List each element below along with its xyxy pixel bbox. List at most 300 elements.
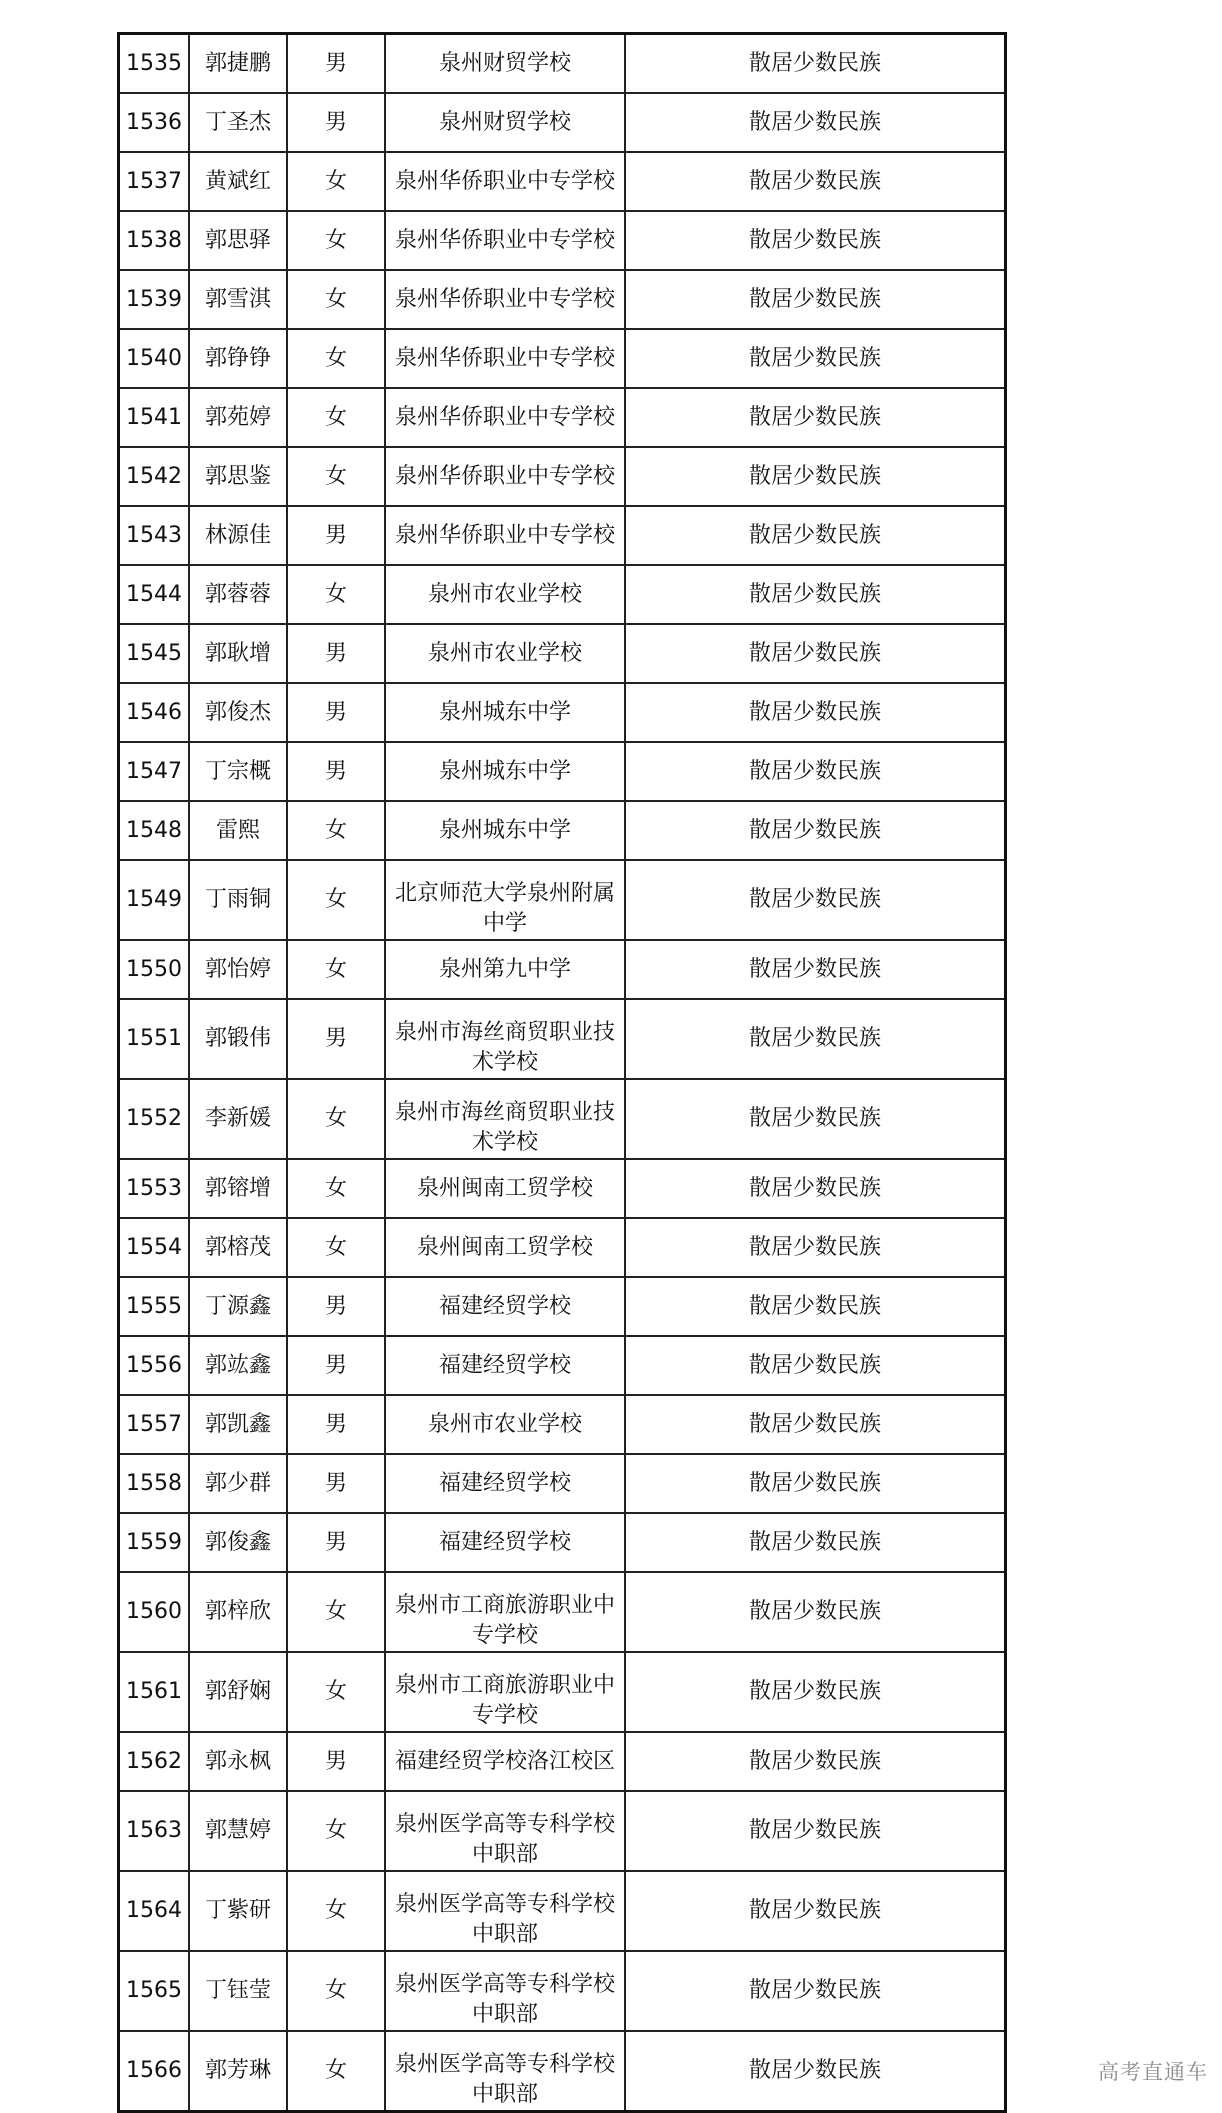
table-row [119, 1652, 1006, 1732]
cell-number [119, 1218, 190, 1277]
cell-name [189, 1218, 287, 1277]
cell-name-text: 林源佳 [204, 522, 271, 548]
cell-sex [287, 1218, 385, 1277]
cell-name [189, 940, 287, 999]
cell-school [385, 1079, 625, 1159]
cell-number [119, 1513, 190, 1572]
cell-number-text: 1537 [126, 168, 182, 194]
cell-sex-text: 女 [324, 227, 347, 253]
cell-name [189, 2031, 287, 2112]
cell-category [625, 152, 1006, 211]
cell-category [625, 1871, 1006, 1951]
cell-number [119, 565, 190, 624]
cell-sex-text: 女 [324, 1234, 347, 1260]
cell-number [119, 2031, 190, 2112]
table-row [119, 447, 1006, 506]
cell-school [385, 565, 625, 624]
cell-category [625, 999, 1006, 1079]
cell-name-text: 丁钰莹 [204, 1978, 271, 2003]
cell-school-text: 泉州第九中学 [438, 956, 571, 982]
cell-sex [287, 1277, 385, 1336]
cell-number-text: 1566 [126, 2058, 182, 2083]
cell-sex [287, 329, 385, 388]
table-row [119, 1079, 1006, 1159]
cell-number-text: 1546 [126, 699, 182, 725]
cell-name-text: 郭芳琳 [204, 2058, 271, 2083]
cell-sex [287, 565, 385, 624]
cell-sex-text: 女 [324, 286, 347, 312]
cell-sex [287, 860, 385, 940]
cell-sex-text: 女 [324, 887, 347, 912]
cell-number-text: 1562 [126, 1748, 182, 1774]
cell-school-text: 泉州市工商旅游职业中专学校 [394, 1673, 615, 1728]
cell-name-text: 黄斌红 [204, 168, 271, 194]
cell-school [385, 1395, 625, 1454]
cell-category [625, 860, 1006, 940]
cell-sex [287, 1079, 385, 1159]
cell-category-text: 散居少数民族 [748, 1234, 881, 1260]
cell-number-text: 1548 [126, 817, 182, 843]
cell-number [119, 1791, 190, 1871]
cell-school [385, 1159, 625, 1218]
cell-number-text: 1540 [126, 345, 182, 371]
cell-category-text: 散居少数民族 [748, 227, 881, 253]
cell-category [625, 1395, 1006, 1454]
table-row [119, 1395, 1006, 1454]
table-row [119, 329, 1006, 388]
cell-category-text: 散居少数民族 [748, 1352, 881, 1378]
cell-sex [287, 506, 385, 565]
cell-sex-text: 男 [324, 1748, 347, 1774]
cell-school-text: 福建经贸学校 [438, 1470, 571, 1496]
table-row [119, 1871, 1006, 1951]
cell-sex-text: 男 [324, 1411, 347, 1437]
table-row [119, 1513, 1006, 1572]
cell-name-text: 郭梓欣 [204, 1599, 271, 1624]
cell-number [119, 93, 190, 152]
cell-sex [287, 940, 385, 999]
cell-name-text: 郭镕增 [204, 1175, 271, 1201]
cell-school [385, 940, 625, 999]
cell-number [119, 801, 190, 860]
cell-name [189, 683, 287, 742]
cell-name-text: 丁紫研 [204, 1898, 271, 1923]
cell-school-text: 泉州华侨职业中专学校 [394, 286, 615, 312]
cell-number [119, 1732, 190, 1791]
cell-category-text: 散居少数民族 [748, 699, 881, 725]
cell-sex [287, 93, 385, 152]
cell-name-text: 郭舒娴 [204, 1679, 271, 1704]
cell-sex [287, 1454, 385, 1513]
cell-school-text: 泉州市海丝商贸职业技术学校 [394, 1100, 615, 1155]
cell-school [385, 1791, 625, 1871]
cell-number-text: 1564 [126, 1898, 182, 1923]
cell-sex-text: 女 [324, 1978, 347, 2003]
cell-name-text: 郭思鉴 [204, 463, 271, 489]
cell-sex [287, 270, 385, 329]
cell-category [625, 565, 1006, 624]
cell-sex [287, 2031, 385, 2112]
cell-name [189, 329, 287, 388]
cell-school [385, 1277, 625, 1336]
cell-school [385, 624, 625, 683]
cell-number [119, 152, 190, 211]
cell-school [385, 683, 625, 742]
cell-sex-text: 女 [324, 1679, 347, 1704]
cell-sex-text: 男 [324, 1352, 347, 1378]
table-row [119, 1791, 1006, 1871]
table-row [119, 801, 1006, 860]
cell-sex [287, 801, 385, 860]
cell-category [625, 1791, 1006, 1871]
cell-school-text: 泉州市农业学校 [427, 581, 582, 607]
cell-school [385, 506, 625, 565]
cell-number-text: 1542 [126, 463, 182, 489]
cell-category-text: 散居少数民族 [748, 1679, 881, 1704]
cell-category-text: 散居少数民族 [748, 286, 881, 312]
cell-category-text: 散居少数民族 [748, 345, 881, 371]
cell-sex-text: 女 [324, 817, 347, 843]
cell-school-text: 泉州市海丝商贸职业技术学校 [394, 1020, 615, 1075]
cell-name-text: 郭怡婷 [204, 956, 271, 982]
cell-number-text: 1553 [126, 1175, 182, 1201]
cell-category-text: 散居少数民族 [748, 1818, 881, 1843]
cell-category [625, 1336, 1006, 1395]
cell-sex [287, 1951, 385, 2031]
cell-school [385, 152, 625, 211]
cell-name [189, 1513, 287, 1572]
cell-name-text: 郭蓉蓉 [204, 581, 271, 607]
cell-name [189, 1951, 287, 2031]
cell-number [119, 329, 190, 388]
cell-category [625, 1277, 1006, 1336]
cell-category [625, 211, 1006, 270]
cell-name [189, 1732, 287, 1791]
table-row [119, 93, 1006, 152]
cell-number-text: 1558 [126, 1470, 182, 1496]
cell-sex-text: 男 [324, 640, 347, 666]
cell-sex [287, 447, 385, 506]
cell-name [189, 565, 287, 624]
cell-category [625, 1513, 1006, 1572]
cell-category-text: 散居少数民族 [748, 1470, 881, 1496]
table-row [119, 860, 1006, 940]
cell-sex-text: 女 [324, 1818, 347, 1843]
cell-number-text: 1539 [126, 286, 182, 312]
cell-sex-text: 女 [324, 345, 347, 371]
cell-name [189, 860, 287, 940]
cell-category-text: 散居少数民族 [748, 1293, 881, 1319]
cell-number-text: 1561 [126, 1679, 182, 1704]
cell-sex [287, 1791, 385, 1871]
cell-name-text: 李新媛 [204, 1106, 271, 1131]
table-row [119, 1732, 1006, 1791]
cell-number-text: 1563 [126, 1818, 182, 1843]
cell-name-text: 郭雪淇 [204, 286, 271, 312]
cell-number [119, 1652, 190, 1732]
cell-category-text: 散居少数民族 [748, 1175, 881, 1201]
cell-sex [287, 1336, 385, 1395]
cell-school [385, 1951, 625, 2031]
cell-category [625, 447, 1006, 506]
cell-number-text: 1556 [126, 1352, 182, 1378]
cell-sex [287, 1871, 385, 1951]
cell-sex-text: 男 [324, 1470, 347, 1496]
cell-category-text: 散居少数民族 [748, 1411, 881, 1437]
table-row [119, 1951, 1006, 2031]
cell-category-text: 散居少数民族 [748, 1748, 881, 1774]
cell-name [189, 742, 287, 801]
cell-name [189, 1159, 287, 1218]
cell-category [625, 1951, 1006, 2031]
cell-name-text: 郭少群 [204, 1470, 271, 1496]
cell-school-text: 泉州城东中学 [438, 699, 571, 725]
table-row [119, 1277, 1006, 1336]
cell-school-text: 泉州医学高等专科学校中职部 [394, 1892, 615, 1947]
cell-sex [287, 1652, 385, 1732]
cell-number [119, 1336, 190, 1395]
table-row [119, 742, 1006, 801]
cell-category [625, 2031, 1006, 2112]
cell-school [385, 860, 625, 940]
cell-name [189, 1791, 287, 1871]
cell-school-text: 泉州城东中学 [438, 758, 571, 784]
cell-category-text: 散居少数民族 [748, 758, 881, 784]
cell-sex-text: 女 [324, 168, 347, 194]
cell-number [119, 624, 190, 683]
cell-school [385, 2031, 625, 2112]
cell-school-text: 泉州市农业学校 [427, 640, 582, 666]
cell-number-text: 1543 [126, 522, 182, 548]
cell-category-text: 散居少数民族 [748, 1978, 881, 2003]
cell-school [385, 447, 625, 506]
table-row [119, 940, 1006, 999]
cell-name [189, 999, 287, 1079]
cell-category [625, 34, 1006, 94]
cell-number [119, 1951, 190, 2031]
cell-category-text: 散居少数民族 [748, 956, 881, 982]
cell-number-text: 1565 [126, 1978, 182, 2003]
cell-name-text: 郭苑婷 [204, 404, 271, 430]
cell-number [119, 1079, 190, 1159]
cell-number [119, 211, 190, 270]
cell-category [625, 1218, 1006, 1277]
cell-number [119, 1572, 190, 1652]
cell-sex-text: 男 [324, 50, 347, 76]
table-row [119, 211, 1006, 270]
cell-name [189, 1079, 287, 1159]
table-row [119, 1336, 1006, 1395]
cell-school-text: 泉州闽南工贸学校 [416, 1175, 593, 1201]
cell-school-text: 泉州财贸学校 [438, 109, 571, 135]
table-row [119, 999, 1006, 1079]
cell-number-text: 1554 [126, 1234, 182, 1260]
cell-name [189, 34, 287, 94]
cell-name [189, 1572, 287, 1652]
cell-category [625, 1454, 1006, 1513]
cell-name [189, 152, 287, 211]
cell-number-text: 1549 [126, 887, 182, 912]
cell-sex [287, 211, 385, 270]
cell-school [385, 1572, 625, 1652]
cell-school [385, 270, 625, 329]
cell-sex [287, 152, 385, 211]
cell-name [189, 1871, 287, 1951]
cell-school-text: 泉州城东中学 [438, 817, 571, 843]
cell-name [189, 1336, 287, 1395]
cell-number [119, 1871, 190, 1951]
cell-sex-text: 男 [324, 109, 347, 135]
cell-sex-text: 女 [324, 956, 347, 982]
cell-number-text: 1541 [126, 404, 182, 430]
table-row [119, 34, 1006, 94]
cell-school-text: 泉州华侨职业中专学校 [394, 463, 615, 489]
cell-name-text: 郭凯鑫 [204, 1411, 271, 1437]
cell-category-text: 散居少数民族 [748, 463, 881, 489]
cell-sex [287, 624, 385, 683]
cell-sex-text: 男 [324, 699, 347, 725]
table-row [119, 388, 1006, 447]
cell-number [119, 683, 190, 742]
cell-sex [287, 742, 385, 801]
cell-name-text: 郭慧婷 [204, 1818, 271, 1843]
cell-category-text: 散居少数民族 [748, 640, 881, 666]
cell-name [189, 93, 287, 152]
cell-school-text: 泉州医学高等专科学校中职部 [394, 1812, 615, 1867]
cell-number-text: 1551 [126, 1026, 182, 1051]
cell-name-text: 丁宗概 [204, 758, 271, 784]
cell-name-text: 郭俊鑫 [204, 1529, 271, 1555]
cell-school [385, 93, 625, 152]
cell-name [189, 388, 287, 447]
cell-name-text: 郭锻伟 [204, 1026, 271, 1051]
cell-name-text: 丁雨铜 [204, 887, 271, 912]
cell-category [625, 329, 1006, 388]
cell-name-text: 郭捷鹏 [204, 50, 271, 76]
cell-name-text: 郭铮铮 [204, 345, 271, 371]
cell-category-text: 散居少数民族 [748, 1529, 881, 1555]
cell-number [119, 506, 190, 565]
cell-number [119, 447, 190, 506]
cell-school-text: 泉州医学高等专科学校中职部 [394, 2052, 615, 2107]
cell-sex-text: 女 [324, 404, 347, 430]
cell-category-text: 散居少数民族 [748, 887, 881, 912]
cell-number-text: 1545 [126, 640, 182, 666]
cell-school-text: 泉州闽南工贸学校 [416, 1234, 593, 1260]
cell-school [385, 742, 625, 801]
cell-category-text: 散居少数民族 [748, 404, 881, 430]
table-row [119, 565, 1006, 624]
cell-sex [287, 388, 385, 447]
cell-name-text: 郭榕茂 [204, 1234, 271, 1260]
cell-name [189, 270, 287, 329]
cell-name-text: 郭竑鑫 [204, 1352, 271, 1378]
cell-sex [287, 1395, 385, 1454]
cell-sex-text: 男 [324, 1026, 347, 1051]
cell-category [625, 940, 1006, 999]
cell-category [625, 270, 1006, 329]
cell-name [189, 447, 287, 506]
cell-sex [287, 34, 385, 94]
cell-school [385, 329, 625, 388]
table-row [119, 1454, 1006, 1513]
cell-sex-text: 男 [324, 758, 347, 784]
cell-number [119, 34, 190, 94]
cell-category-text: 散居少数民族 [748, 1026, 881, 1051]
cell-sex [287, 1513, 385, 1572]
cell-number-text: 1538 [126, 227, 182, 253]
cell-number [119, 1395, 190, 1454]
cell-school [385, 388, 625, 447]
cell-number-text: 1557 [126, 1411, 182, 1437]
cell-category [625, 683, 1006, 742]
cell-sex [287, 683, 385, 742]
cell-school-text: 泉州华侨职业中专学校 [394, 404, 615, 430]
cell-number-text: 1559 [126, 1529, 182, 1555]
cell-category-text: 散居少数民族 [748, 109, 881, 135]
cell-school [385, 34, 625, 94]
cell-category [625, 1079, 1006, 1159]
cell-name-text: 郭永枫 [204, 1748, 271, 1774]
cell-name-text: 丁圣杰 [204, 109, 271, 135]
cell-number [119, 940, 190, 999]
cell-category-text: 散居少数民族 [748, 581, 881, 607]
cell-school-text: 泉州财贸学校 [438, 50, 571, 76]
cell-category [625, 1652, 1006, 1732]
cell-sex [287, 1732, 385, 1791]
cell-sex-text: 女 [324, 1599, 347, 1624]
cell-number [119, 860, 190, 940]
cell-school-text: 泉州华侨职业中专学校 [394, 345, 615, 371]
cell-name [189, 211, 287, 270]
cell-sex-text: 男 [324, 1529, 347, 1555]
table-row [119, 506, 1006, 565]
cell-category [625, 624, 1006, 683]
cell-number [119, 388, 190, 447]
cell-name [189, 801, 287, 860]
cell-school-text: 泉州市农业学校 [427, 1411, 582, 1437]
cell-sex [287, 999, 385, 1079]
cell-category [625, 93, 1006, 152]
cell-number-text: 1544 [126, 581, 182, 607]
cell-number [119, 742, 190, 801]
cell-school [385, 1454, 625, 1513]
cell-category-text: 散居少数民族 [748, 1599, 881, 1624]
cell-school-text: 北京师范大学泉州附属中学 [394, 881, 615, 936]
cell-school [385, 801, 625, 860]
cell-school [385, 1218, 625, 1277]
table-row [119, 270, 1006, 329]
cell-name-text: 丁源鑫 [204, 1293, 271, 1319]
cell-school [385, 1732, 625, 1791]
cell-school-text: 泉州医学高等专科学校中职部 [394, 1972, 615, 2027]
cell-category [625, 1572, 1006, 1652]
watermark-text: 高考直通车 [1098, 2060, 1208, 2084]
cell-school-text: 福建经贸学校洛江校区 [394, 1748, 615, 1774]
cell-sex-text: 男 [324, 522, 347, 548]
cell-school-text: 泉州华侨职业中专学校 [394, 227, 615, 253]
cell-school-text: 福建经贸学校 [438, 1529, 571, 1555]
cell-name-text: 郭耿增 [204, 640, 271, 666]
cell-sex [287, 1159, 385, 1218]
cell-number-text: 1536 [126, 109, 182, 135]
cell-category-text: 散居少数民族 [748, 168, 881, 194]
cell-name [189, 1395, 287, 1454]
cell-name-text: 郭思驿 [204, 227, 271, 253]
cell-category-text: 散居少数民族 [748, 817, 881, 843]
cell-number-text: 1555 [126, 1293, 182, 1319]
cell-sex-text: 女 [324, 581, 347, 607]
